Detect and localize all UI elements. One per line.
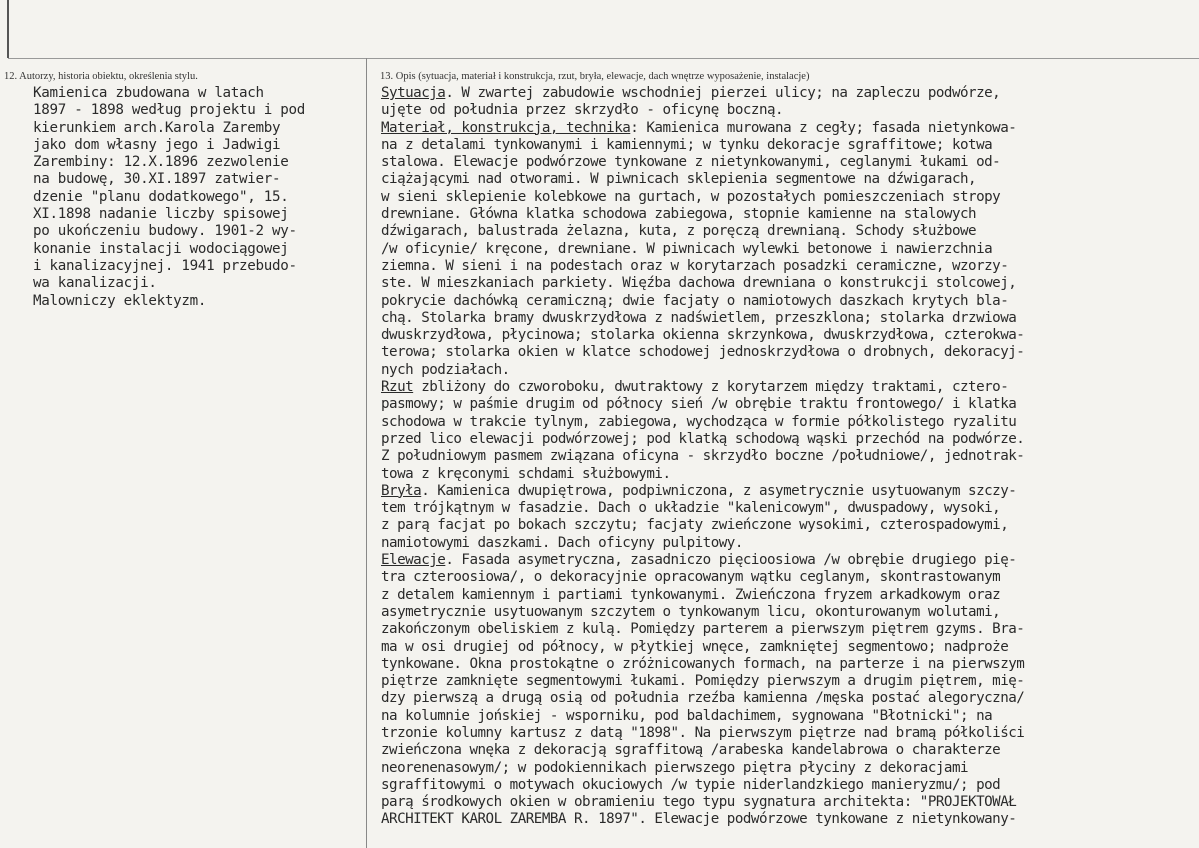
right-text-line [381, 154, 1196, 171]
line-text: na z detalami tynkowanymi i kamiennymi; w tynku dekoracje sgraffitowe; kotwa [381, 136, 993, 153]
line-text: . W zwartej zabudowie wschodniej pierzei ulicy; na zapleczu podwórze, [445, 85, 1001, 101]
section-heading: Sytuacja [381, 85, 446, 101]
top-left-vertical-rule [7, 0, 9, 58]
section-heading: Materiał, konstrukcja, technika [381, 119, 631, 136]
right-text-line [381, 604, 1196, 621]
line-text: ma w osi drugiej od północy, w płytkiej wnęce, zamkniętej segmentowo; nadproże [381, 638, 1009, 655]
right-text-line [381, 379, 1196, 396]
right-column-header: 13. Opis (sytuacja, materiał i konstrukcja, rzut, bryła, elewacje, dach wnętrze wyposażenie, instalacje) [380, 71, 810, 82]
right-text-line [381, 725, 1196, 742]
line-text: /w oficynie/ kręcone, drewniane. W piwnicach wylewki betonowe i nawierzchnia [381, 240, 993, 257]
right-text-line [381, 189, 1196, 206]
line-text: tra czteroosiowa/, o dekoracyjnie opracowanym wątku ceglanym, skontrastowanym [381, 569, 1001, 586]
line-text: chą. Stolarka bramy dwuskrzydłowa z nadświetlem, przeszklona; stolarka drzwiowa [381, 309, 1017, 326]
column-divider [366, 58, 367, 848]
right-text-line [381, 171, 1196, 188]
left-text-line: Kamienica zbudowana w latach [33, 85, 264, 101]
right-text-line [381, 811, 1196, 828]
right-text-line [381, 414, 1196, 431]
left-text-line: wa kanalizacji. [33, 275, 157, 292]
section-heading: Rzut [381, 379, 414, 396]
line-text: stalowa. Elewacje podwórzowe tynkowane z nietynkowanymi, ceglanymi łukami od- [381, 154, 1001, 171]
right-text-line [381, 293, 1196, 310]
line-text: z detalem kamiennym i partiami tynkowanymi. Zwieńczona fryzem arkadkowym oraz [381, 586, 1001, 603]
line-text: nych podziałach. [381, 361, 510, 378]
right-text-line [381, 396, 1196, 413]
section-heading: Bryła [381, 482, 422, 499]
section-heading: Elewacje [381, 552, 446, 569]
line-text: : Kamienica murowana z cegły; fasada nietynkowa- [630, 119, 1017, 136]
line-text: przed lico elewacji podwórzowej; pod klatką schodową wąski przechód na podwórze. [381, 430, 1025, 447]
line-text: ARCHITEKT KAROL ZAREMBA R. 1897". Elewacje podwórzowe tynkowane z nietynkowany- [381, 811, 1017, 828]
right-text-line [381, 466, 1196, 483]
right-text-line [381, 760, 1196, 777]
left-text-line: dzenie "planu dodatkowego", 15. [33, 188, 289, 205]
left-text-line: po ukończeniu budowy. 1901-2 wy- [33, 223, 297, 240]
right-text-line [381, 656, 1196, 673]
line-text: dwuskrzydłowa, płycinowa; stolarka okienna skrzynkowa, dwuskrzydłowa, czterokwa- [381, 327, 1025, 344]
right-text-line [381, 310, 1196, 327]
left-text-line: konanie instalacji wodociągowej [33, 240, 289, 257]
left-text-line: Malowniczy eklektyzm. [33, 292, 207, 309]
line-text: z parą facjat po bokach szczytu; facjaty zwieńczone wysokimi, czterospadowymi, [381, 517, 1009, 534]
right-text-line [381, 569, 1196, 586]
right-text-line [381, 621, 1196, 638]
right-text-line [381, 258, 1196, 275]
line-text: ste. W mieszkaniach parkiety. Więźba dachowa drewniana o konstrukcji stolcowej, [381, 275, 1017, 292]
right-text-line [381, 85, 1196, 102]
right-text-line [381, 708, 1196, 725]
left-text-line: i kanalizacyjnej. 1941 przebudo- [33, 257, 297, 274]
line-text: piętrze zamknięte segmentowymi łukami. Pomiędzy pierwszym a drugim piętrem, mię- [381, 673, 1025, 690]
line-text: sgraffitowymi o motywach okuciowych /w typie niderlandzkiego manieryzmu/; pod [381, 776, 1001, 793]
line-text: . Kamienica dwupiętrowa, podpiwniczona, z asymetrycznie usytuowanym szczy- [421, 482, 1017, 499]
right-column-text [381, 85, 1196, 829]
left-column-text [33, 85, 363, 310]
right-text-line [381, 448, 1196, 465]
line-text: neorenenasowym/; w podokiennikach pierwszego piętra płyciny z dekoracjami [381, 759, 969, 776]
line-text: pasmowy; w paśmie drugim od północy sień /w obrębie traktu frontowego/ i klatka [381, 396, 1017, 413]
right-text-line [381, 517, 1196, 534]
line-text: tem trójkątnym w fasadzie. Dach o układzie "kalenicowym", dwuspadowy, wysoki, [381, 500, 1001, 517]
right-text-line [381, 120, 1196, 137]
line-text: zbliżony do czworoboku, dwutraktowy z korytarzem między traktami, cztero- [413, 379, 1009, 396]
line-text: na kolumnie jońskiej - wsporniku, pod baldachimem, sygnowana "Błotnicki"; na [381, 707, 993, 724]
right-text-line [381, 742, 1196, 759]
right-text-line [381, 777, 1196, 794]
right-text-line [381, 639, 1196, 656]
line-text: drewniane. Główna klatka schodowa zabiegowa, stopnie kamienne na stalowych [381, 206, 977, 223]
line-text: namiotowymi daszkami. Dach oficyny pulpitowy. [381, 534, 743, 551]
line-text: ciążającymi nad otworami. W piwnicach sklepienia segmentowe na dźwigarach, [381, 171, 977, 188]
right-text-line [381, 552, 1196, 569]
right-text-line [381, 587, 1196, 604]
right-text-line [381, 535, 1196, 552]
left-text-line: 1897 - 1898 według projektu i pod [33, 102, 305, 119]
section-top-rule [8, 58, 1199, 59]
right-text-line [381, 483, 1196, 500]
line-text: . Fasada asymetryczna, zasadniczo pięcioosiowa /w obrębie drugiego pię- [445, 552, 1017, 569]
line-text: parą środkowych okien w obramieniu tego typu sygnatura architekta: "PROJEKTOWAŁ [381, 794, 1017, 811]
right-text-line [381, 344, 1196, 361]
line-text: towa z kręconymi schdami służbowymi. [381, 465, 671, 482]
left-column-header: 12. Autorzy, historia obiektu, określenia stylu. [4, 71, 198, 82]
right-text-line [381, 137, 1196, 154]
right-text-line [381, 206, 1196, 223]
line-text: terowa; stolarka okien w klatce schodowej jednoskrzydłowa o drobnych, dekoracyj- [381, 344, 1025, 361]
line-text: ziemna. W sieni i na podestach oraz w korytarzach posadzki ceramiczne, wzorzy- [381, 257, 1009, 274]
right-text-line [381, 102, 1196, 119]
right-text-line [381, 223, 1196, 240]
left-text-line: XI.1898 nadanie liczby spisowej [33, 206, 289, 223]
right-text-line [381, 362, 1196, 379]
line-text: trzonie kolumny kartusz z datą "1898". Na pierwszym piętrze nad bramą półkoliści [381, 724, 1025, 741]
right-text-line [381, 500, 1196, 517]
line-text: zakończonym obeliskiem z kulą. Pomiędzy parterem a pierwszym piętrem gzyms. Bra- [381, 621, 1025, 638]
left-text-line: Zarembiny: 12.X.1896 zezwolenie [33, 154, 289, 171]
right-text-line [381, 275, 1196, 292]
line-text: schodowa w trakcie tylnym, zabiegowa, wychodząca w formie półkolistego ryzalitu [381, 413, 1017, 430]
right-text-line [381, 327, 1196, 344]
line-text: w sieni sklepienie kolebkowe na gurtach, w pozostałych pomieszczeniach stropy [381, 188, 1001, 205]
right-text-line [381, 794, 1196, 811]
left-text-line: kierunkiem arch.Karola Zaremby [33, 119, 281, 136]
right-text-line [381, 241, 1196, 258]
line-text: ujęte od południa przez skrzydło - oficynę boczną. [381, 102, 784, 119]
line-text: tynkowane. Okna prostokątne o zróżnicowanych formach, na parterze i na pierwszym [381, 655, 1025, 672]
line-text: asymetrycznie usytuowanym szczytem o tynkowanym licu, okonturowanym wolutami, [381, 603, 1001, 620]
line-text: Z południowym pasmem związana oficyna - skrzydło boczne /południowe/, jednotrak- [381, 448, 1025, 465]
left-text-line: na budowę, 30.XI.1897 zatwier- [33, 171, 281, 188]
right-text-line [381, 690, 1196, 707]
right-text-line [381, 673, 1196, 690]
right-text-line [381, 431, 1196, 448]
line-text: dźwigarach, balustrada żelazna, kuta, z poręczą drewnianą. Schody służbowe [381, 223, 977, 240]
line-text: zwieńczona wnęka z dekoracją sgraffitową /arabeska kandelabrowa o charakterze [381, 742, 1001, 759]
line-text: dzy pierwszą a drugą osią od południa rzeźba kamienna /męska postać alegoryczna/ [381, 690, 1025, 707]
left-text-line: jako dom własny jego i Jadwigi [33, 136, 281, 153]
line-text: pokrycie dachówką ceramiczną; dwie facjaty o namiotowych daszkach krytych bla- [381, 292, 1009, 309]
